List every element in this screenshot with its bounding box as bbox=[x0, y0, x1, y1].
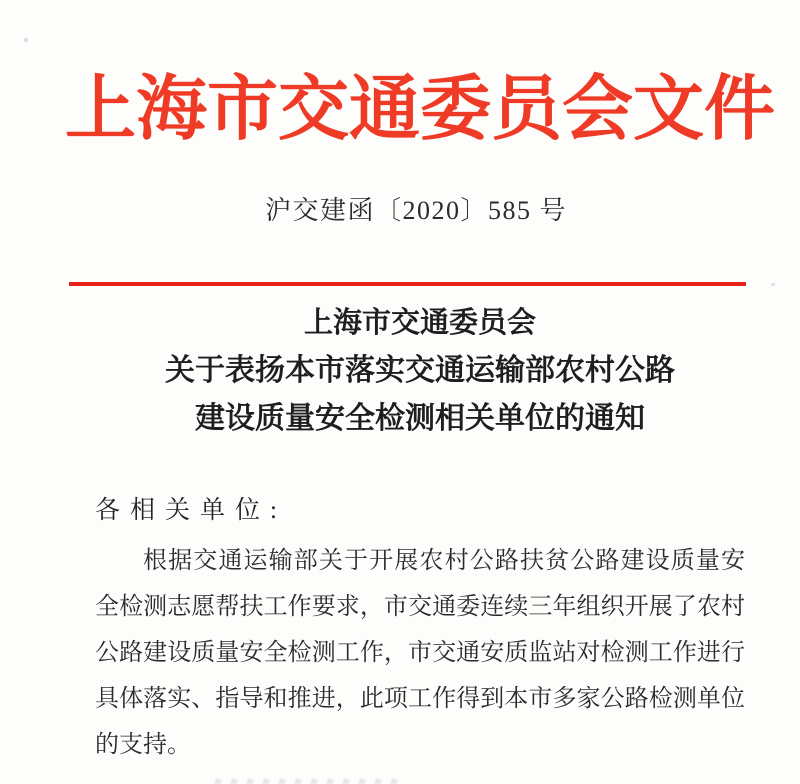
body-paragraph bbox=[95, 538, 745, 768]
salutation: 各相关单位: bbox=[95, 497, 287, 524]
paragraph-line: 根据交通运输部关于开展农村公路扶贫公路建设质量安 bbox=[143, 548, 745, 574]
notice-title-line2: 关于表扬本市落实交通运输部农村公路 bbox=[165, 354, 675, 387]
scan-speck bbox=[771, 283, 775, 286]
paragraph-line: 的支持。 bbox=[95, 732, 191, 758]
paragraph-line: 公路建设质量安全检测工作，市交通安质监站对检测工作进行 bbox=[95, 640, 745, 666]
notice-title-line3: 建设质量安全检测相关单位的通知 bbox=[195, 402, 645, 435]
cropped-next-line-hint bbox=[215, 779, 400, 784]
masthead-org-title: 上海市交通委员会文件 bbox=[64, 71, 775, 149]
paragraph-line: 全检测志愿帮扶工作要求，市交通委连续三年组织开展了农村 bbox=[95, 594, 745, 620]
paragraph-line: 具体落实、指导和推进，此项工作得到本市多家公路检测单位 bbox=[95, 686, 745, 712]
notice-title-line1: 上海市交通委员会 bbox=[303, 307, 536, 339]
red-divider-rule bbox=[69, 282, 746, 286]
scan-speck bbox=[24, 38, 28, 42]
notice-title-block bbox=[40, 299, 800, 443]
document-reference-number: 沪交建函〔2020〕585 号 bbox=[264, 196, 567, 225]
